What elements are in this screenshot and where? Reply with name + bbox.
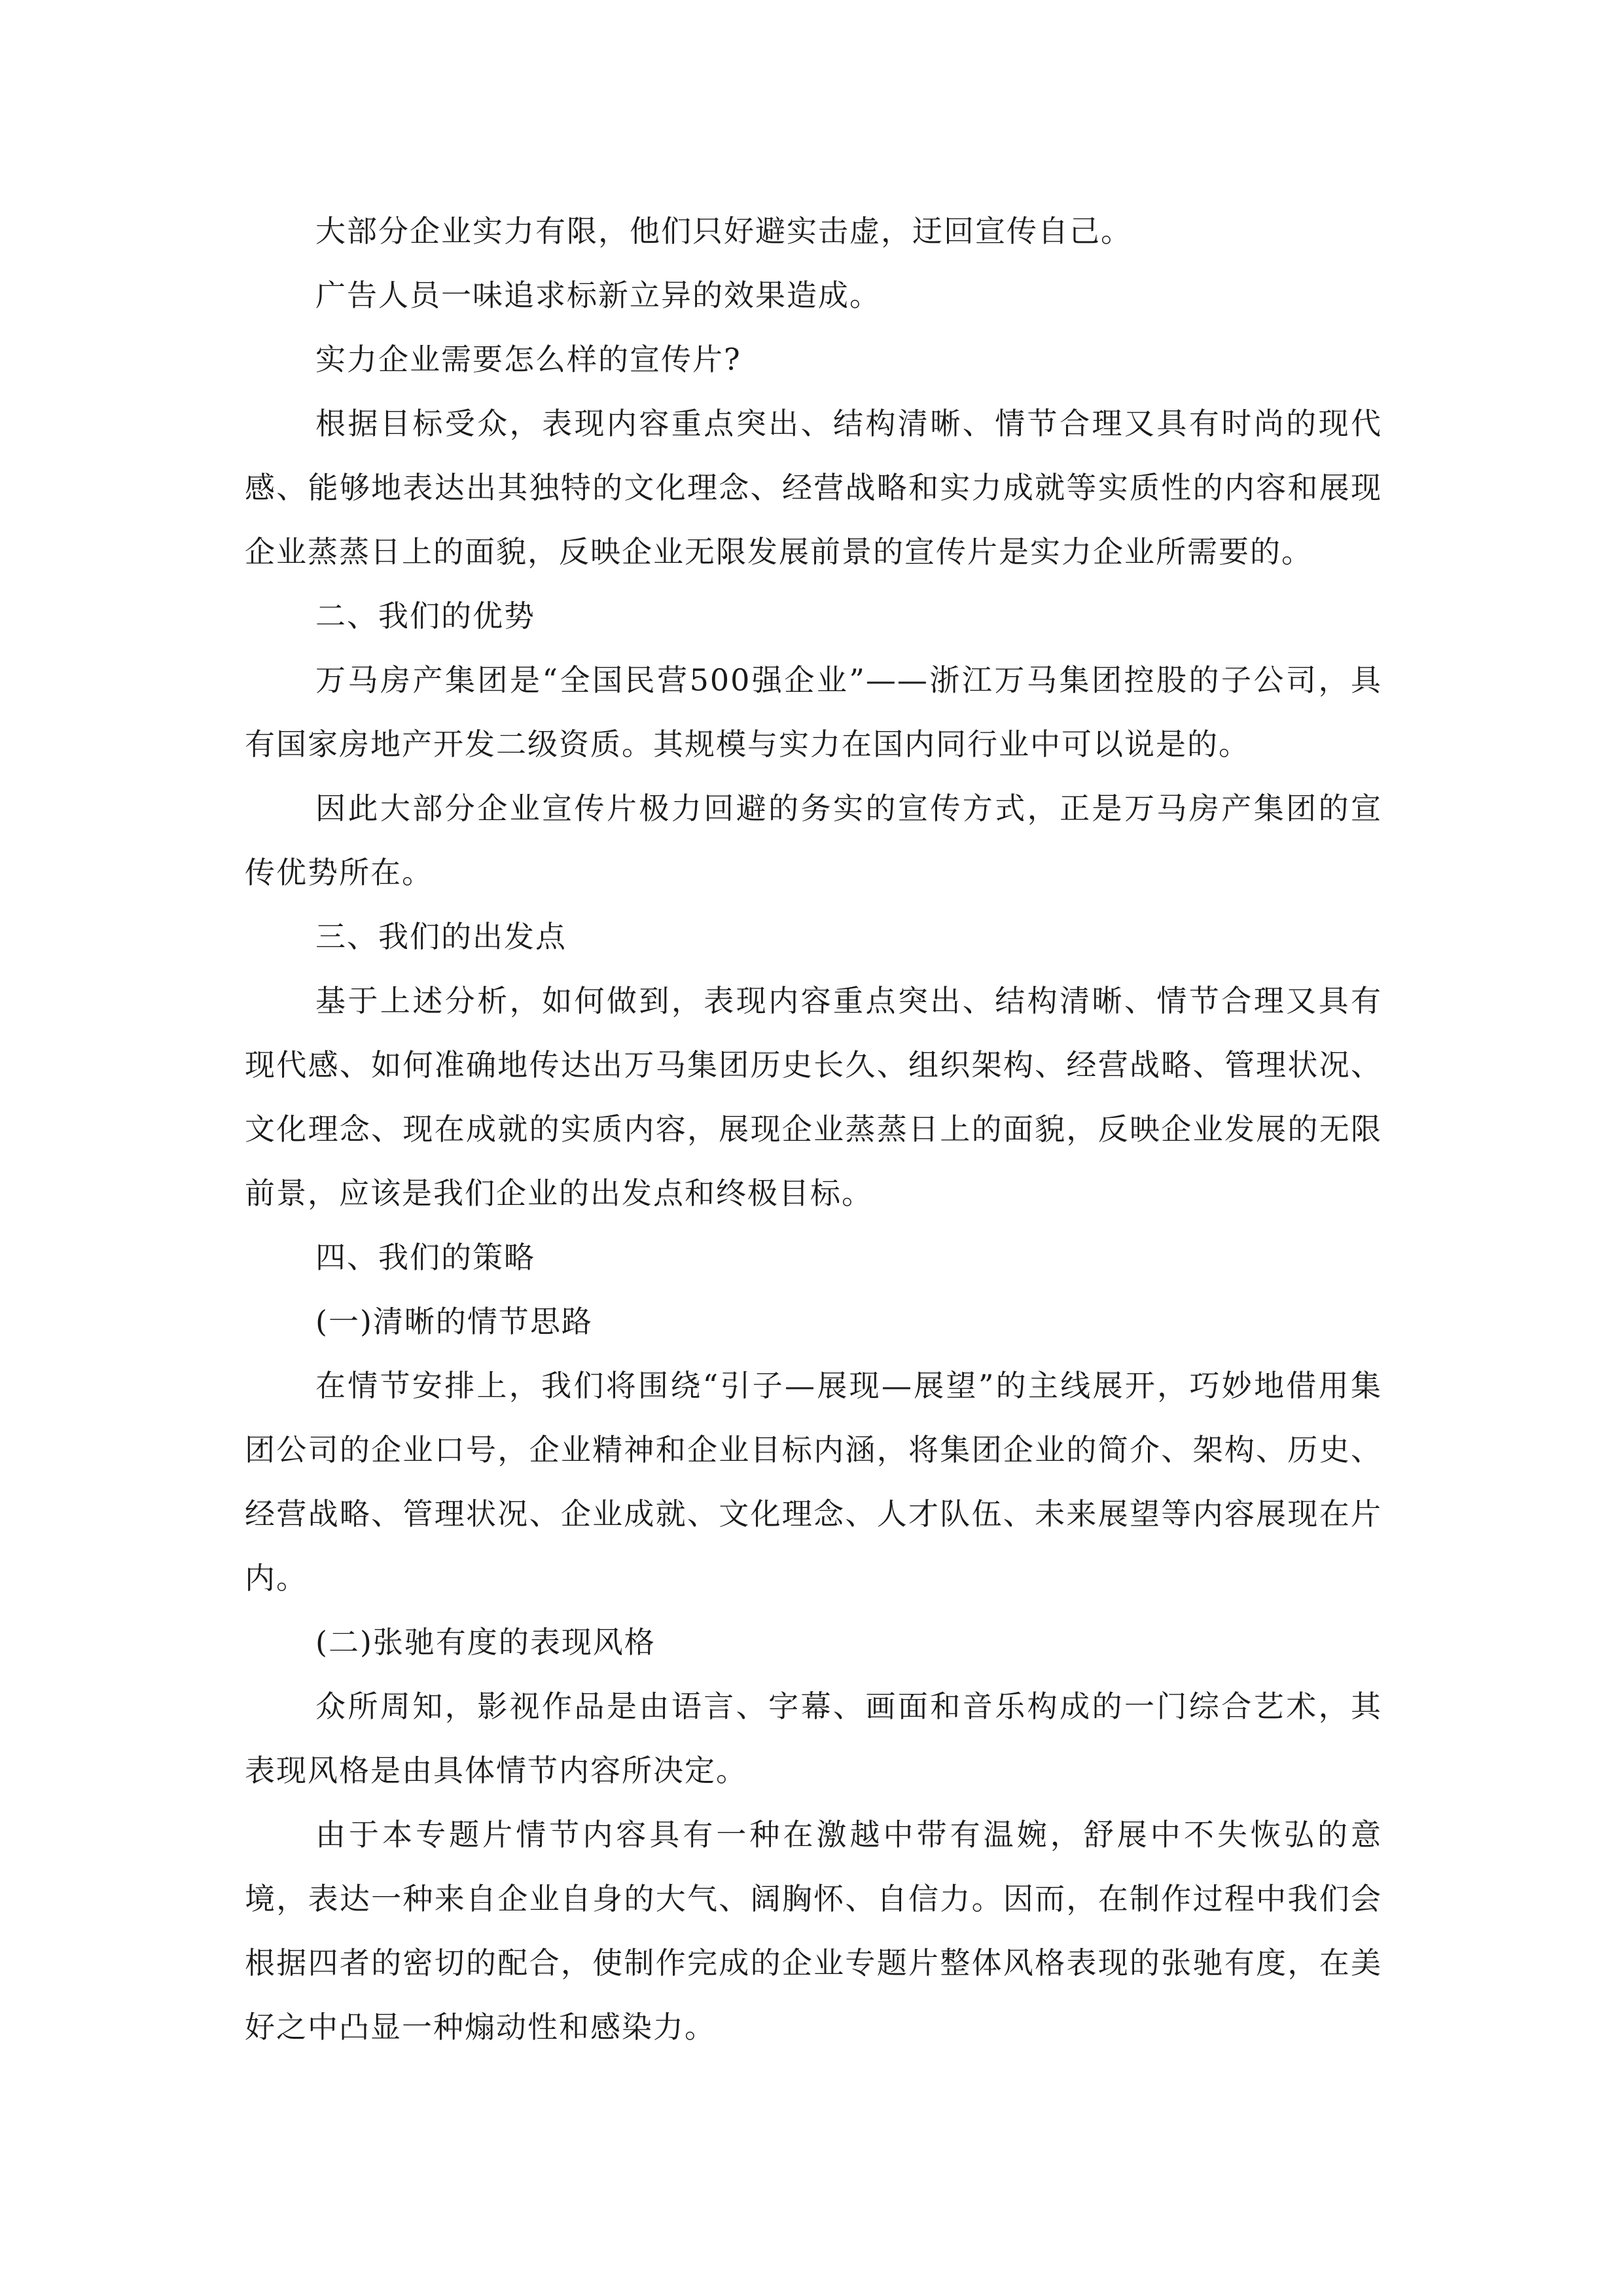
paragraph: 由于本专题片情节内容具有一种在激越中带有温婉，舒展中不失恢弘的意境，表达一种来自企业自身的大气、阔胸怀、自信力。因而，在制作过程中我们会根据四者的密切的配合，使制作完成的企业专题片整体风格表现的张驰有度，在美好之中凸显一种煽动性和感染力。 bbox=[245, 1817, 1382, 2045]
subsection-heading: (一)清晰的情节思路 bbox=[315, 1304, 593, 1339]
section-heading: 三、我们的出发点 bbox=[315, 919, 567, 954]
paragraph: 基于上述分析，如何做到，表现内容重点突出、结构清晰、情节合理又具有现代感、如何准确地传达出万马集团历史长久、组织架构、经营战略、管理状况、文化理念、现在成就的实质内容，展现企业蒸蒸日上的面貌，反映企业发展的无限前景，应该是我们企业的出发点和终极目标。 bbox=[245, 983, 1382, 1211]
document-body bbox=[245, 199, 1382, 2059]
paragraph: 广告人员一味追求标新立异的效果造成。 bbox=[315, 278, 881, 313]
paragraph: 根据目标受众，表现内容重点突出、结构清晰、情节合理又具有时尚的现代感、能够地表达出其独特的文化理念、经营战略和实力成就等实质性的内容和展现企业蒸蒸日上的面貌，反映企业无限发展前景的宣传片是实力企业所需要的。 bbox=[245, 406, 1382, 569]
paragraph: 在情节安排上，我们将围绕“引子—展现—展望”的主线展开，巧妙地借用集团公司的企业口号，企业精神和企业目标内涵，将集团企业的简介、架构、历史、经营战略、管理状况、企业成就、文化理念、人才队伍、未来展望等内容展现在片内。 bbox=[245, 1368, 1382, 1596]
paragraph: 众所周知，影视作品是由语言、字幕、画面和音乐构成的一门综合艺术，其表现风格是由具体情节内容所决定。 bbox=[245, 1689, 1382, 1788]
paragraph: 因此大部分企业宣传片极力回避的务实的宣传方式，正是万马房产集团的宣传优势所在。 bbox=[245, 791, 1382, 890]
section-heading: 二、我们的优势 bbox=[315, 598, 535, 634]
section-heading: 四、我们的策略 bbox=[315, 1240, 535, 1275]
paragraph: 万马房产集团是“全国民营500强企业”——浙江万马集团控股的子公司，具有国家房地产开发二级资质。其规模与实力在国内同行业中可以说是的。 bbox=[245, 662, 1382, 762]
paragraph: 实力企业需要怎么样的宣传片? bbox=[315, 342, 741, 377]
subsection-heading: (二)张驰有度的表现风格 bbox=[315, 1624, 656, 1660]
paragraph: 大部分企业实力有限，他们只好避实击虚，迂回宣传自己。 bbox=[315, 213, 1132, 249]
